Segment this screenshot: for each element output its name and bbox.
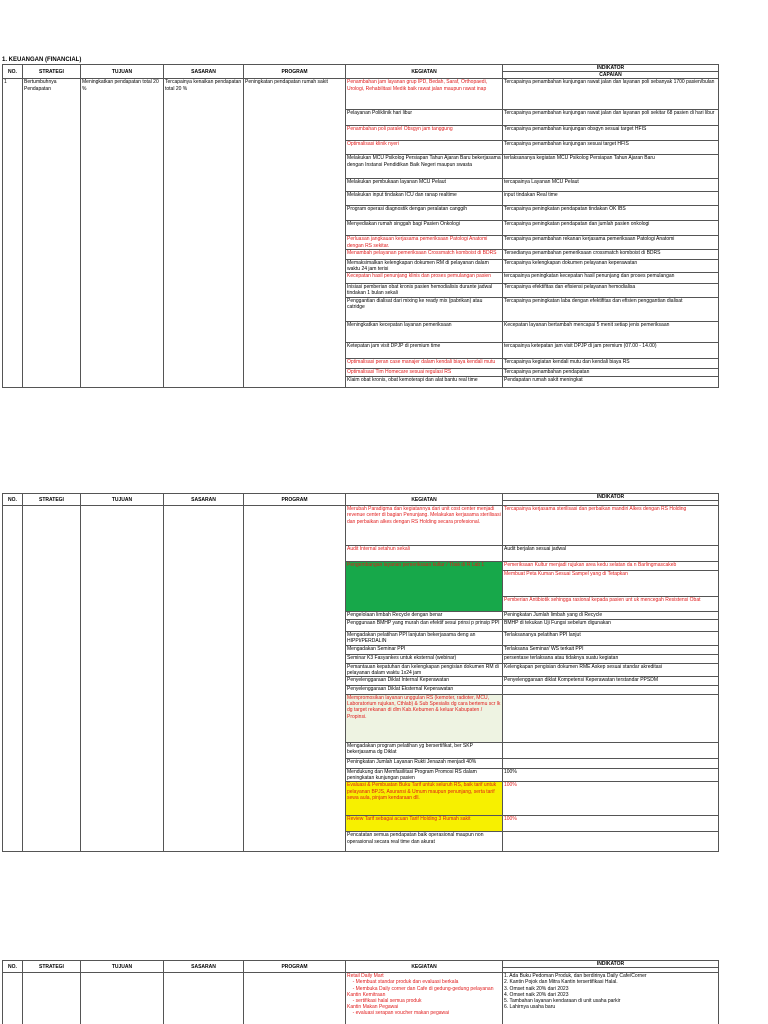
header-sasaran: SASARAN <box>164 961 244 973</box>
row-indikator: Tercapainya penambahan kunjungan obsgyn sesuai target HFIS <box>503 126 719 141</box>
row-kegiatan: Seminar K3 Fasyankes untuk eksternal (webinar) <box>346 654 503 663</box>
row-indikator: 100% <box>503 782 719 816</box>
t3-sasaran <box>164 973 244 1024</box>
row-kegiatan: Menyediakan rumah singgah bagi Pasien Onkologi <box>346 221 503 236</box>
row-kegiatan: Penyelenggaraan Diklat Eksternal Keperawatan <box>346 686 503 695</box>
row-kegiatan: Program operasi diagnostik dengan peralatan canggih <box>346 206 503 221</box>
t3-no <box>3 973 23 1024</box>
row-indikator: Terlaksana Seminar/ WS terkait PPI <box>503 645 719 654</box>
row-kegiatan: Optimalisasi Tim Homecare sesuai regulasi RS <box>346 368 503 376</box>
row-tujuan: Meningkatkan pendapatan total 20 % <box>81 79 164 387</box>
header-tujuan: TUJUAN <box>81 494 164 506</box>
header-sasaran: SASARAN <box>164 65 244 79</box>
row-indikator: Tercapainya penambahan kunjungan rawat jalan dan layanan poli sekitar 68 pasien di hari libur <box>503 110 719 126</box>
header-kegiatan: KEGIATAN <box>346 961 503 973</box>
row-indikator <box>503 759 719 769</box>
row-indikator: tercapainya Layanan MCU Pelaut <box>503 179 719 192</box>
row-kegiatan: Mengadakan program pelatihan yg bersertifikat, ber SKP bekerjasama dg Diklat <box>346 743 503 759</box>
kegiatan-line: - Membuka Daily corner dan Cafe di gedung-gedung pelayanan <box>347 985 494 992</box>
row-kegiatan: Ketepatan jam visit DPJP di premium time <box>346 342 503 358</box>
row-indikator: input tindakan Real time <box>503 192 719 206</box>
kegiatan-line: Kantin Makan Pegawai <box>347 1004 399 1011</box>
row-indikator: Tercapainya efektifitas dan efisiensi pelayanan hemodialisa <box>503 284 719 297</box>
row-kegiatan: Peningkatan Jumlah Layanan Rukti Jenazah menjadi 40% <box>346 759 503 769</box>
header-indikator: INDIKATOR <box>503 65 719 72</box>
table-row <box>3 79 719 110</box>
indikator-line: 1. Ada Buku Pedoman Produk, dan berdirinya Daily Cafe/Corner <box>504 973 647 980</box>
row-indikator: Tercapainya kegiatan kendali mutu dan kendali biaya RS <box>503 358 719 368</box>
t3-tujuan <box>81 973 164 1024</box>
row-kegiatan: Melakukan input tindakan ICU dan ranap realtime <box>346 192 503 206</box>
row-indikator: Tercapainya kerjasama sterilisasi dan perbaikan mandiri Alkes dengan RS Holding <box>503 506 719 546</box>
row-kegiatan: Mengadakan pelatihan PPI lanjutan bekerjasama deng an HIPPI/PERDALIN <box>346 632 503 645</box>
row-indikator: 100% <box>503 816 719 832</box>
header-program: PROGRAM <box>244 494 346 506</box>
row-kegiatan: Kecepatan hasil penunjang klinis dan proses pemulangan pasien <box>346 273 503 284</box>
kegiatan-line: Kantin Kemitraan <box>347 991 386 998</box>
row-kegiatan: Pelayanan Poliklinik hari libur <box>346 110 503 126</box>
row-indikator <box>503 832 719 852</box>
header-tujuan: TUJUAN <box>81 961 164 973</box>
header-tujuan: TUJUAN <box>81 65 164 79</box>
row-kegiatan: Mengadakan Seminar PPI <box>346 645 503 654</box>
row-indikator: tercapainya peningkatan kecepatan hasil penunjang dan proses pemulangan <box>503 273 719 284</box>
row-indikator: tercapainya ketepatan jam visit DPJP di jam premium (07.00 - 14.00) <box>503 342 719 358</box>
row-indikator: Tercapainya peningkatan pendapatan dan jumlah pasien onkologi <box>503 221 719 236</box>
row-indikator: Kelengkapan pengisian dokumen RME Askep sesuai standar akreditasi <box>503 663 719 676</box>
row-no: 1 <box>3 79 23 387</box>
section-title: 1. KEUANGAN (FINANCIAL) <box>2 57 82 63</box>
row-kegiatan: Menambah pelayanan pemeriksaan Crossmatch komboist di BDRS <box>346 249 503 259</box>
row-kegiatan <box>346 571 503 597</box>
row-no <box>3 506 23 852</box>
indikator-line: 3. Omset naik 20% dari 2023 <box>504 985 569 992</box>
row-kegiatan: Meningkatkan kecepatan layanan pemeriksaan <box>346 321 503 342</box>
header-kegiatan: KEGIATAN <box>346 65 503 79</box>
indikator-line: 6. Lahirnya usaha baru <box>504 1004 556 1011</box>
row-indikator <box>503 743 719 759</box>
row-kegiatan: Merubah Paradigma dan kegiatannya dari unit cost center menjadi revenue center di bagian Penunjang. Melakukan kerjasama sterilisasi dan perbaikan alkes dengan RS Holding secara profesional. <box>346 506 503 546</box>
row-kegiatan: Optimalisasi klinik nyeri <box>346 141 503 155</box>
indikator-line: 4. Omset naik 20% dari 2023 <box>504 991 569 998</box>
row-kegiatan: Memaksimalkan kelengkapan dokumen RM di pelayanan dalam waktu 24 jam terisi <box>346 259 503 272</box>
row-indikator: Tercapainya penambahan kunjungan rawat jalan dan layanan poli sebanyak 1700 pasien/bulan <box>503 79 719 110</box>
header-capaian: CAPAIAN <box>503 72 719 79</box>
row-kegiatan: Melakukan pembukaan layanan MCU Pelaut <box>346 179 503 192</box>
row-indikator: Tercapainya kelengkapan dokumen pelayanan keperawatan <box>503 259 719 272</box>
header-strategi: STRATEGI <box>23 494 81 506</box>
row-kegiatan: Penambahan jam layanan grup IPD, Bedah, Saraf, Orthopaedi, Urologi, Rehabilitasi Medik baik rawat jalan maupun rawat inap <box>346 79 503 110</box>
header-indikator: INDIKATOR <box>503 961 719 968</box>
header-no: NO. <box>3 961 23 973</box>
row-kegiatan: Pemantauan kepatuhan dan kelengkapan pengisian dokumen RM di pelayanan dalam waktu 1x24 jam <box>346 663 503 676</box>
row-kegiatan: Pengelolaan limbah Recycle dengan benar <box>346 612 503 620</box>
row-indikator <box>503 695 719 743</box>
table1-body <box>3 79 719 387</box>
row-kegiatan: Penggunaan BMHP yang murah dan efektif sesui prinsi p prinsip PPI <box>346 620 503 632</box>
header-sasaran: SASARAN <box>164 494 244 506</box>
header-strategi: STRATEGI <box>23 65 81 79</box>
row-kegiatan: Evaluasi & Pembuatan Buku Tarif untuk seluruh RS, baik tarif untuk pelayanan BPJS, Asuransi & Umum maupun penunjang, serta tarif sewa aula, pinjam kendaraan dll. <box>346 782 503 816</box>
t3-kegiatan <box>346 973 503 1024</box>
keuangan-table-1 <box>2 64 719 388</box>
t3-indikator <box>503 973 719 1024</box>
kegiatan-line: - Membuat standar produk dan evaluasi berkala <box>347 979 459 986</box>
row-indikator: Tercapainya penambahan kunjungan sesuai target HFIS <box>503 141 719 155</box>
indikator-line: 2. Kantin Pojok dan Mitra Kantin tersertifikasi Halal. <box>504 979 618 986</box>
header-indikator: INDIKATOR <box>503 494 719 501</box>
kegiatan-line: - evaluasi serapan voucher makan pegawai <box>347 1010 450 1017</box>
row-indikator: persentase terlaksana atau tidaknya suatu kegiatan <box>503 654 719 663</box>
row-indikator: Pemeriksaan Kultur menjadi rujukan area kedu selatan da n Barlingmascakeb <box>503 562 719 571</box>
row-indikator: Peningkatan Jumlah limbah yang di Recycle <box>503 612 719 620</box>
row-kegiatan: Pencatatan semua pendapatan baik operasional maupun non operasional secara real time dan akurat <box>346 832 503 852</box>
t3-strategi <box>23 973 81 1024</box>
t3-program <box>244 973 346 1024</box>
row-indikator: BMHP di tekukan Uji Fungsi sebelum digunakan <box>503 620 719 632</box>
row-indikator: Tercapainya peningkatan laba dengan efektifitas dan efisien penggantian dialisat <box>503 297 719 321</box>
row-kegiatan <box>346 597 503 612</box>
row-kegiatan: Mempromosikan layanan unggulan RS (kemoter, radioter, MCU, Laboratorium rujukan, Cthlab) & Sub Spesialis dg cara bertemu scr lk dg target rekanan di dlm Kab.Kebumen & keluar Kabupaten / Propinsi. <box>346 695 503 743</box>
row-indikator: Penyelenggaraan diklat Kompetensi Keperawatan terstandar PPSDM <box>503 677 719 686</box>
header-kegiatan: KEGIATAN <box>346 494 503 506</box>
row-kegiatan: Pengembangan layanan pemeriksaan kultur / Tbak di R Lab 1 <box>346 562 503 571</box>
row-indikator: Pemberian Antibiotik sehingga rasional kepada pasien unt uk mencegah Resistensi Obat <box>503 597 719 612</box>
row-program: Peningkatan pendapatan rumah sakit <box>244 79 346 387</box>
header-program: PROGRAM <box>244 65 346 79</box>
kegiatan-line: - sertifikasi halal semua produk <box>347 998 422 1005</box>
row-strategi <box>23 506 81 852</box>
row-indikator: Pendapatan rumah sakit meningkat <box>503 376 719 387</box>
row-kegiatan: Perluasan jangkauan kerjasama pemeriksaan Patologi Anatomi dengan RS sekitar. <box>346 236 503 249</box>
row-indikator: Tercapainya penambahan pendapatan <box>503 368 719 376</box>
row-indikator <box>503 686 719 695</box>
kegiatan-line: Retail Daily Mart <box>347 973 384 980</box>
row-kegiatan: Optimalisasi peran case manajer dalam kendali biaya kendali mutu <box>346 358 503 368</box>
row-indikator: Membuat Peta Kuman Sesuai Sampel yang di Tetapkan <box>503 571 719 597</box>
indikator-line: 5. Tambahan layanan kendaraan di unit usaha parkir <box>504 998 621 1005</box>
row-indikator: Tercapainya penambahan rekanan kerjasama pemeriksaan Patologi Anatomi <box>503 236 719 249</box>
keuangan-table-2 <box>2 493 719 852</box>
table-row <box>3 506 719 546</box>
row-kegiatan: Review Tarif sebagai acuan Tarif Holding 3 Rumah sakit <box>346 816 503 832</box>
row-indikator: 100% <box>503 769 719 782</box>
row-kegiatan: Klaim obat kronis, obat kemoterapi dan alat bantu real time <box>346 376 503 387</box>
keuangan-table-3 <box>2 960 719 1024</box>
header-strategi: STRATEGI <box>23 961 81 973</box>
row-strategi: Bertumbuhnya Pendapatan <box>23 79 81 387</box>
row-kegiatan: Penyelenggaraan Diklat Internal Keperawatan <box>346 677 503 686</box>
header-program: PROGRAM <box>244 961 346 973</box>
row-program <box>244 506 346 852</box>
row-indikator: Audit berjalan sesuai jadwal <box>503 546 719 562</box>
row-tujuan <box>81 506 164 852</box>
row-kegiatan: Audit Internal setahun sekali <box>346 546 503 562</box>
row-kegiatan: Penggantian dialisat dari mixing ke ready mix (pabrikan) atau catridge <box>346 297 503 321</box>
row-kegiatan: Melakukan MCU Psikolog Persiapan Tahun Ajaran Baru bekerjasama dengan Instansi Pendidikan Baik Negeri maupun swasta <box>346 155 503 179</box>
row-sasaran <box>164 506 244 852</box>
row-kegiatan: Penambahan poli paralel Obsgyn jam tanggung <box>346 126 503 141</box>
header-no: NO. <box>3 494 23 506</box>
row-indikator: Tersedianya penambahan pemeriksaan crossmatch komboist di BDRS <box>503 249 719 259</box>
row-indikator: Kecepatan layanan bertambah mencapai 5 menit setiap jenis pemeriksaan <box>503 321 719 342</box>
table2-body <box>3 506 719 852</box>
row-indikator: Tercapainya peningkatan pendapatan tindakan OK IBS <box>503 206 719 221</box>
row-sasaran: Tercapainya kenaikan pendapatan total 20 % <box>164 79 244 387</box>
header-no: NO. <box>3 65 23 79</box>
row-kegiatan: Mendukung dan Memfasilitasi Program Promosi RS dalam peningkatan kunjungan pasien <box>346 769 503 782</box>
row-indikator: Terlaksananya pelatihan PPI lanjut <box>503 632 719 645</box>
row-kegiatan: Inisiasi pemberian obat kronis pasien hemodialisis durante jadwal tindakan 1 bulan sekali <box>346 284 503 297</box>
row-indikator: terlaksananya kegiatan MCU Psikolog Persiapan Tahun Ajaran Baru <box>503 155 719 179</box>
